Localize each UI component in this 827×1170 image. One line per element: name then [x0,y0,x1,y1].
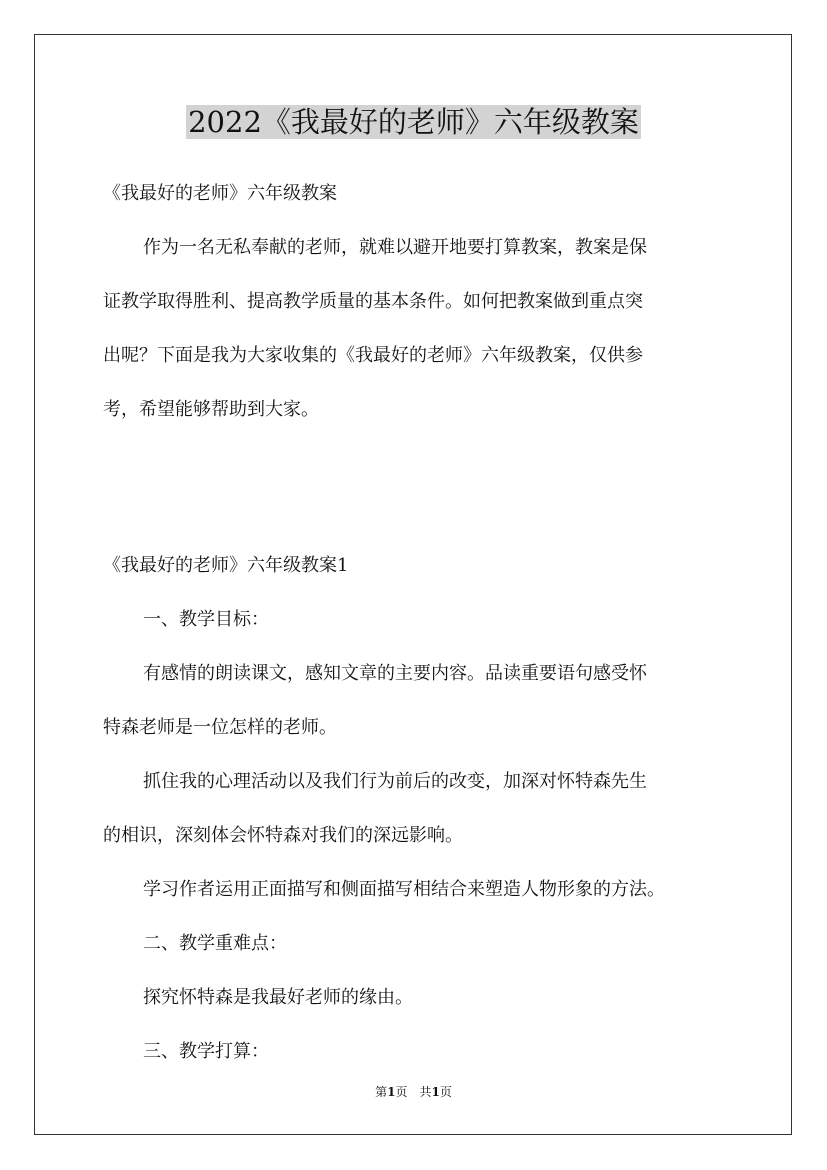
footer-page-suffix: 页 [439,1085,452,1099]
heading-teaching-goals: 一、教学目标： [143,609,269,630]
intro-line-3: 出呢？下面是我为大家收集的《我最好的老师》六年级教案，仅供参 [103,345,643,366]
heading-key-points: 二、教学重难点： [143,933,287,954]
document-title [0,100,827,144]
body-line-key-point: 探究怀特森是我最好老师的缘由。 [143,987,413,1008]
body-line-goal-2b: 的相识，深刻体会怀特森对我们的深远影响。 [103,825,463,846]
footer-page-mid: 页 共 [395,1085,432,1099]
footer-page-total: 1 [431,1085,440,1099]
intro-line-1: 作为一名无私奉献的老师，就难以避开地要打算教案，教案是保 [143,237,647,258]
document-title-text: 2022《我最好的老师》六年级教案 [188,105,639,139]
body-line-goal-1b: 特森老师是一位怎样的老师。 [103,717,337,738]
footer-page-prefix: 第 [375,1085,388,1099]
page-footer [0,1083,827,1101]
body-line-goal-1a: 有感情的朗读课文，感知文章的主要内容。品读重要语句感受怀 [143,663,647,684]
body-line-goal-3: 学习作者运用正面描写和侧面描写相结合来塑造人物形象的方法。 [143,879,665,900]
intro-line-4: 考，希望能够帮助到大家。 [103,399,319,420]
section-heading: 《我最好的老师》六年级教案1 [103,555,349,576]
body-line-goal-2a: 抓住我的心理活动以及我们行为前后的改变，加深对怀特森先生 [143,771,647,792]
heading-teaching-prep: 三、教学打算： [143,1041,269,1062]
blank-line [103,442,743,496]
blank-line [103,496,743,544]
document-body [103,172,743,1084]
intro-line-2: 证教学取得胜利、提高教学质量的基本条件。如何把教案做到重点突 [103,291,643,312]
footer-page-number: 1 [387,1085,396,1099]
subtitle: 《我最好的老师》六年级教案 [103,183,337,204]
